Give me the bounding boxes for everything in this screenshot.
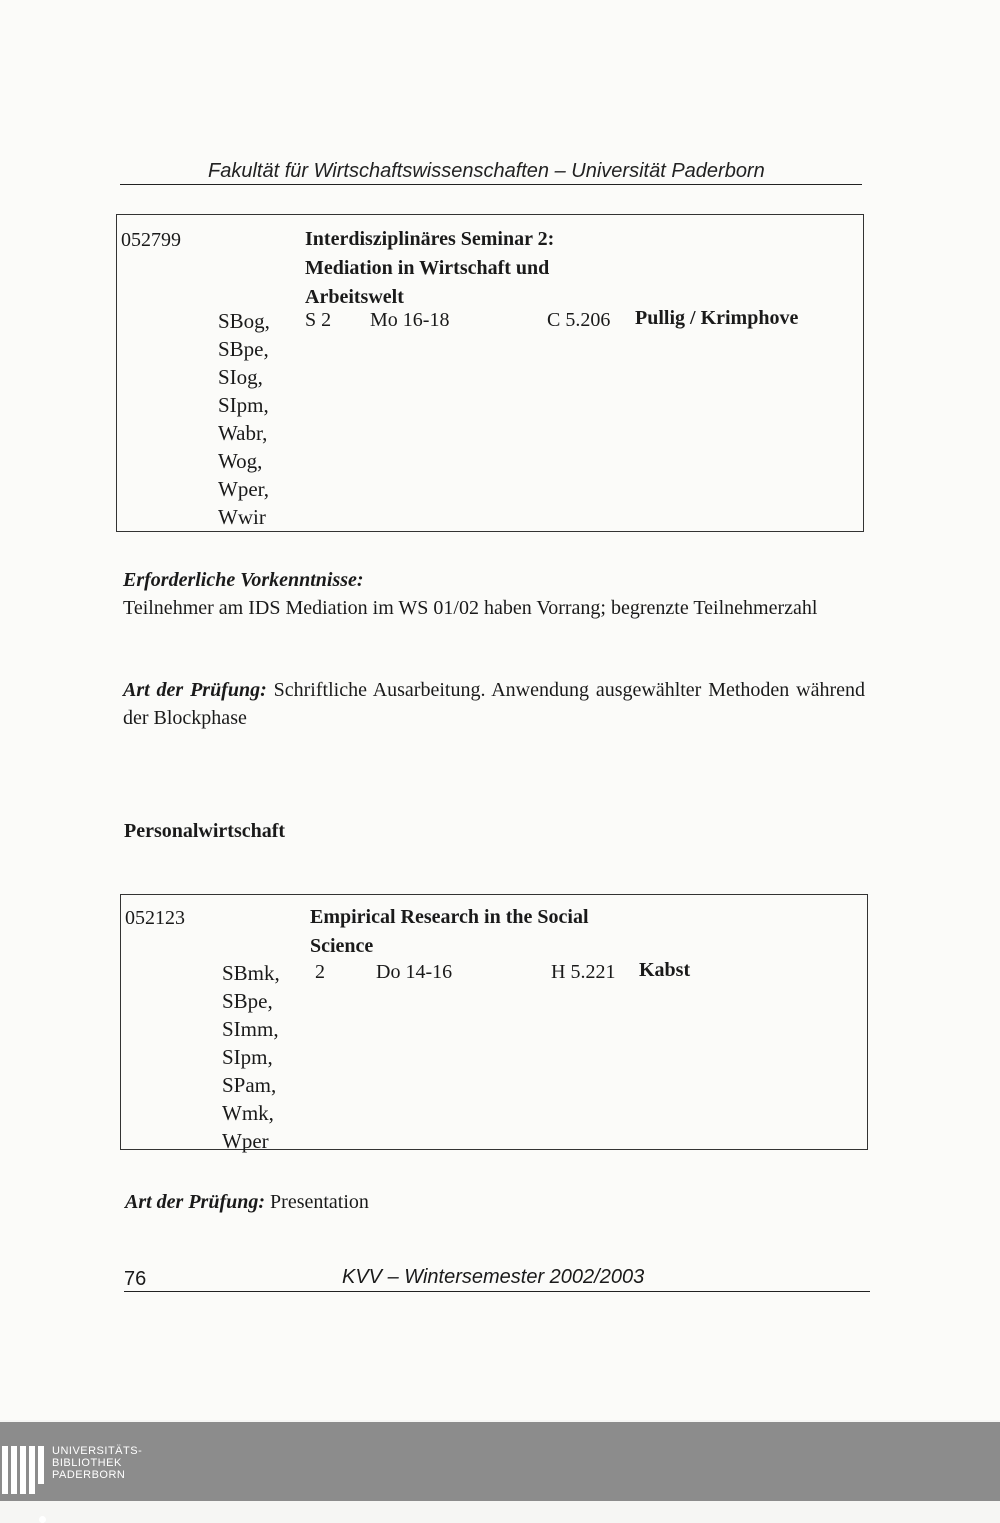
course-room: C 5.206: [547, 309, 611, 331]
program-code: SBmk,: [222, 961, 280, 985]
study-program-codes: [218, 307, 270, 531]
program-code: SBog,: [218, 309, 270, 333]
footer-title: KVV – Wintersemester 2002/2003: [342, 1266, 645, 1288]
program-code: Wper,: [218, 477, 270, 501]
program-code: SBpe,: [218, 337, 269, 361]
prerequisites-text: Teilnehmer am IDS Mediation im WS 01/02 haben Vorrang; begrenzte Teilnehmerzahl: [123, 597, 818, 619]
exam-label: Art der Prüfung:: [123, 679, 267, 701]
exam-label: Art der Prüfung:: [125, 1191, 266, 1213]
library-banner: [0, 1422, 1000, 1501]
program-code: Wog,: [218, 449, 263, 473]
header-rule: [120, 184, 862, 185]
page-number: 76: [124, 1268, 147, 1290]
library-name-line: PADERBORN: [52, 1469, 126, 1481]
footer-rule: [124, 1291, 870, 1292]
program-code: SIpm,: [218, 393, 269, 417]
exam-text: Presentation: [270, 1191, 369, 1213]
program-code: SBpe,: [222, 989, 273, 1013]
course-lecturer: Kabst: [639, 959, 691, 981]
course-title-line: Science: [310, 935, 374, 957]
course-type: S 2: [305, 309, 332, 331]
program-code: Wper: [222, 1129, 269, 1153]
course-title: [310, 903, 589, 961]
study-program-codes: [222, 959, 280, 1155]
library-name-line: UNIVERSITÄTS-: [52, 1445, 143, 1457]
course-entry-052799: [116, 214, 864, 532]
course-number: 052799: [121, 229, 181, 251]
course-title-line: Mediation in Wirtschaft und: [305, 257, 550, 279]
program-code: SIog,: [218, 365, 263, 389]
course-title: [305, 225, 554, 312]
course-title-line: Interdisziplinäres Seminar 2:: [305, 228, 555, 250]
program-code: Wmk,: [222, 1101, 274, 1125]
course-number: 052123: [125, 907, 185, 929]
course-title-line: Empirical Research in the Social: [310, 906, 589, 928]
section-heading: Personalwirtschaft: [124, 820, 286, 842]
course-type: 2: [315, 961, 325, 983]
prerequisites-label: Erforderliche Vorkenntnisse:: [123, 569, 364, 591]
program-code: SIpm,: [222, 1045, 273, 1069]
course-title-line: Arbeitswelt: [305, 286, 404, 308]
exam-section: [125, 1188, 867, 1216]
program-code: Wabr,: [218, 421, 268, 445]
course-time: Mo 16-18: [370, 309, 450, 331]
exam-section: [123, 676, 865, 732]
program-code: Wwir: [218, 505, 266, 529]
program-code: SPam,: [222, 1073, 277, 1097]
course-room: H 5.221: [551, 961, 616, 983]
library-name-line: BIBLIOTHEK: [52, 1457, 122, 1469]
library-name: [52, 1445, 142, 1481]
exam-text: Schriftliche Ausarbeitung. Anwendung ausgewählter Methoden während der Blockphase: [123, 679, 866, 729]
course-entry-052123: [120, 894, 868, 1153]
course-time: Do 14-16: [376, 961, 453, 983]
program-code: SImm,: [222, 1017, 279, 1041]
course-lecturer: Pullig / Krimphove: [635, 307, 799, 329]
prerequisites-section: [123, 566, 865, 622]
page-header-title: Fakultät für Wirtschaftswissenschaften – Universität Paderborn: [208, 160, 765, 182]
library-logo-icon: [2, 1446, 46, 1494]
